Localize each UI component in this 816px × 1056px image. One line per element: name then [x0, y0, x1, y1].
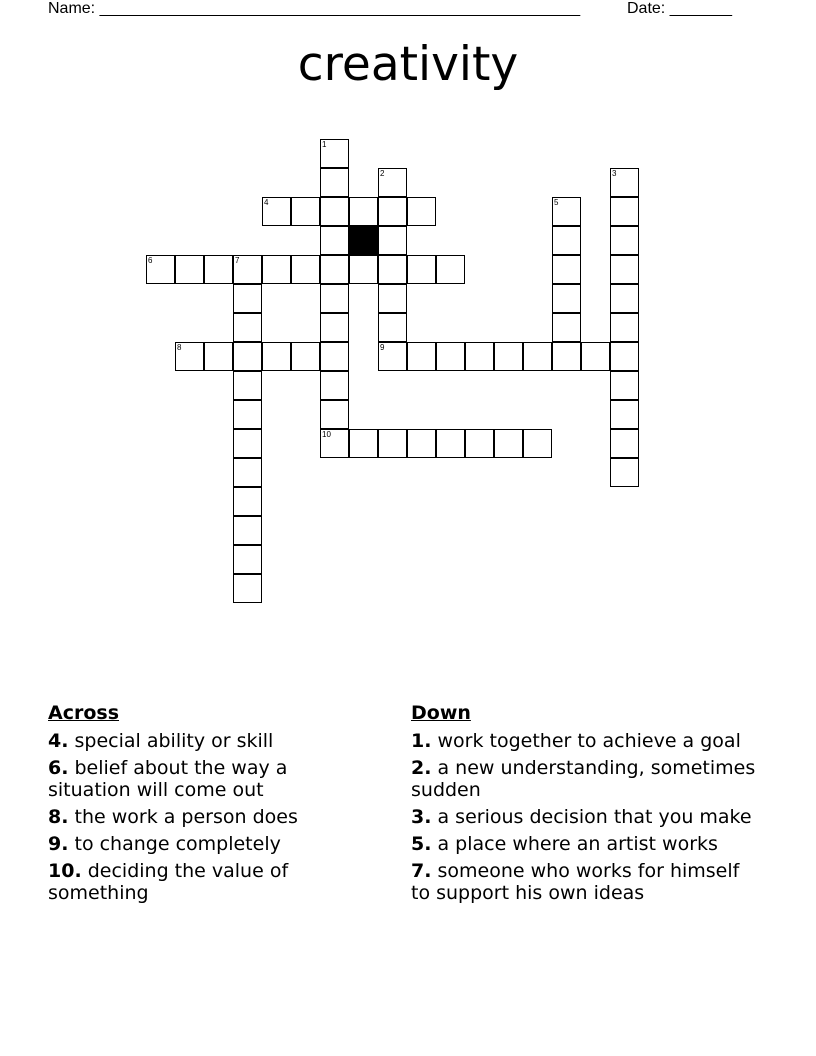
grid-cell[interactable]: [552, 255, 581, 284]
grid-cell[interactable]: [378, 284, 407, 313]
grid-cell[interactable]: [349, 255, 378, 284]
across-clues: [48, 702, 338, 909]
grid-cell[interactable]: [610, 313, 639, 342]
grid-cell[interactable]: [378, 313, 407, 342]
clue-number: 10.: [48, 860, 82, 882]
grid-cell[interactable]: [233, 284, 262, 313]
grid-cell[interactable]: [233, 487, 262, 516]
grid-cell[interactable]: [146, 255, 175, 284]
grid-cell[interactable]: [320, 139, 349, 168]
grid-cell[interactable]: [552, 284, 581, 313]
across-heading: Across: [48, 702, 120, 724]
grid-cell[interactable]: [610, 226, 639, 255]
grid-cell[interactable]: [378, 168, 407, 197]
clue-number-label: 10: [322, 430, 331, 439]
grid-cell[interactable]: [610, 400, 639, 429]
clue-number: 7.: [411, 860, 432, 882]
clue-text: the work a person does: [74, 806, 298, 828]
grid-cell[interactable]: [233, 574, 262, 603]
grid-cell[interactable]: [610, 371, 639, 400]
grid-cell[interactable]: [436, 429, 465, 458]
grid-cell[interactable]: [349, 429, 378, 458]
grid-cell[interactable]: [233, 342, 262, 371]
grid-cell[interactable]: [233, 255, 262, 284]
date-field-label: Date: _______: [627, 0, 732, 17]
name-field-label: Name: ______________________________________________________: [48, 0, 581, 17]
grid-cell[interactable]: [320, 429, 349, 458]
grid-cell[interactable]: [523, 429, 552, 458]
clue-number-label: 4: [264, 198, 269, 207]
clue-number-label: 5: [554, 198, 559, 207]
clue-text: special ability or skill: [74, 730, 274, 752]
grid-cell[interactable]: [610, 458, 639, 487]
clue-number: 9.: [48, 833, 69, 855]
clue-number-label: 9: [380, 343, 385, 352]
clue-number: 8.: [48, 806, 69, 828]
grid-cell[interactable]: [378, 342, 407, 371]
clue-number-label: 3: [612, 169, 617, 178]
down-clues: [411, 702, 756, 909]
down-clue: [411, 757, 756, 801]
clue-number: 5.: [411, 833, 432, 855]
down-heading: Down: [411, 702, 471, 724]
clue-text: a serious decision that you make: [437, 806, 752, 828]
grid-cell[interactable]: [407, 255, 436, 284]
grid-cell[interactable]: [204, 342, 233, 371]
grid-cell[interactable]: [610, 342, 639, 371]
grid-cell[interactable]: [233, 371, 262, 400]
clue-number-label: 1: [322, 140, 327, 149]
down-clue: [411, 860, 756, 904]
grid-cell[interactable]: [320, 255, 349, 284]
grid-cell[interactable]: [407, 429, 436, 458]
grid-cell[interactable]: [552, 313, 581, 342]
grid-cell[interactable]: [610, 284, 639, 313]
grid-cell[interactable]: [291, 197, 320, 226]
black-cell: [349, 226, 378, 255]
down-clue: [411, 833, 756, 855]
grid-cell[interactable]: [552, 342, 581, 371]
grid-cell[interactable]: [407, 342, 436, 371]
grid-cell[interactable]: [320, 371, 349, 400]
grid-cell[interactable]: [233, 516, 262, 545]
grid-cell[interactable]: [436, 255, 465, 284]
clue-number-label: 7: [235, 256, 240, 265]
grid-cell[interactable]: [552, 226, 581, 255]
grid-cell[interactable]: [378, 197, 407, 226]
grid-cell[interactable]: [262, 255, 291, 284]
grid-cell[interactable]: [320, 226, 349, 255]
grid-cell[interactable]: [175, 255, 204, 284]
grid-cell[interactable]: [320, 168, 349, 197]
clue-text: work together to achieve a goal: [437, 730, 741, 752]
grid-cell[interactable]: [465, 429, 494, 458]
clue-number-label: 6: [148, 256, 153, 265]
grid-cell[interactable]: [175, 342, 204, 371]
clue-text: a new understanding, sometimes sudden: [411, 757, 756, 801]
grid-cell[interactable]: [349, 197, 378, 226]
clue-text: someone who works for himself to support his own ideas: [411, 860, 740, 904]
across-clue: [48, 860, 338, 904]
clue-number: 1.: [411, 730, 432, 752]
grid-cell[interactable]: [262, 197, 291, 226]
clue-text: to change completely: [74, 833, 281, 855]
grid-cell[interactable]: [378, 255, 407, 284]
clue-text: belief about the way a situation will come out: [48, 757, 288, 801]
grid-cell[interactable]: [320, 313, 349, 342]
grid-cell[interactable]: [320, 342, 349, 371]
grid-cell[interactable]: [204, 255, 233, 284]
grid-cell[interactable]: [465, 342, 494, 371]
down-clue: [411, 806, 756, 828]
grid-cell[interactable]: [610, 168, 639, 197]
grid-cell[interactable]: [233, 545, 262, 574]
across-clue: [48, 757, 338, 801]
down-clue: [411, 730, 756, 752]
grid-cell[interactable]: [378, 429, 407, 458]
clue-number: 2.: [411, 757, 432, 779]
grid-cell[interactable]: [233, 313, 262, 342]
page-title: creativity: [297, 37, 519, 92]
grid-cell[interactable]: [262, 342, 291, 371]
grid-cell[interactable]: [233, 429, 262, 458]
clue-number: 6.: [48, 757, 69, 779]
clue-text: deciding the value of something: [48, 860, 289, 904]
clue-text: a place where an artist works: [437, 833, 718, 855]
grid-cell[interactable]: [291, 255, 320, 284]
grid-cell[interactable]: [378, 226, 407, 255]
grid-cell[interactable]: [233, 458, 262, 487]
clue-number-label: 2: [380, 169, 385, 178]
grid-cell[interactable]: [291, 342, 320, 371]
grid-cell[interactable]: [436, 342, 465, 371]
clue-number: 4.: [48, 730, 69, 752]
grid-cell[interactable]: [320, 284, 349, 313]
clue-number: 3.: [411, 806, 432, 828]
grid-cell[interactable]: [494, 429, 523, 458]
grid-cell[interactable]: [610, 197, 639, 226]
grid-cell[interactable]: [610, 255, 639, 284]
grid-cell[interactable]: [407, 197, 436, 226]
across-clue: [48, 730, 338, 752]
across-clue: [48, 806, 338, 828]
grid-cell[interactable]: [581, 342, 610, 371]
grid-cell[interactable]: [610, 429, 639, 458]
clue-number-label: 8: [177, 343, 182, 352]
grid-cell[interactable]: [494, 342, 523, 371]
grid-cell[interactable]: [552, 197, 581, 226]
grid-cell[interactable]: [320, 197, 349, 226]
across-clue: [48, 833, 338, 855]
grid-cell[interactable]: [233, 400, 262, 429]
grid-cell[interactable]: [523, 342, 552, 371]
grid-cell[interactable]: [320, 400, 349, 429]
